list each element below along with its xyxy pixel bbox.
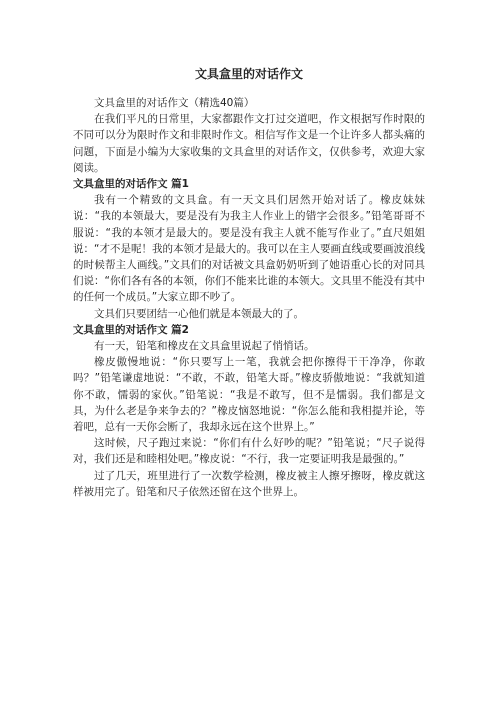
section-heading: 文具盒里的对话作文 篇1 <box>73 178 189 191</box>
body-paragraph: 这时候，尺子跑过来说：“你们有什么好吵的呢？”铅笔说；“尺子说得对，我们还是和睦相处吧。”橡皮说：“不行，我一定要证明我是最强的。” <box>73 437 425 466</box>
body-paragraph: 我有一个精致的文具盒。有一天文具们居然开始对话了。橡皮妹妹说：“我的本领最大，要是没有为我主人作业上的错字会很多。”铅笔哥哥不服说：“我的本领才是最大的。要是没有我主人就不能写作业了。”直尺姐姐说：“才不是呢！我的本领才是最大的。我可以在主人要画直线或要画波浪线的时候帮主人画线。”文具们的对话被文具盒奶奶听到了她语重心长的对同具们说：“你们各有各的本领，你们不能来比谁的本领大。文具里不能没有其中的任何一个成员。”大家立即不吵了。 <box>73 194 425 304</box>
body-paragraph: 文具们只要团结一心他们就是本领最大的了。 <box>94 307 304 320</box>
body-paragraph: 有一天，铅笔和橡皮在文具盒里说起了悄悄话。 <box>94 340 315 353</box>
section-heading: 文具盒里的对话作文 篇2 <box>73 323 189 336</box>
section-1 <box>73 176 425 322</box>
section-2 <box>73 322 425 500</box>
body-paragraph: 橡皮傲慢地说：“你只要写上一笔，我就会把你擦得干干净净，你敢吗？”铅笔谦虚地说：“不敢，不敢，铅笔大哥。”橡皮骄傲地说：“我就知道你不敢，懦弱的家伙。”铅笔说：“我是不敢写，但不是懦弱。我们都是文具，为什么老是争来争去的？”橡皮恼怒地说：“你怎么能和我相提并论，等着吧，总有一天你会断了，我却永远在这个世界上。” <box>73 356 425 434</box>
body-paragraph: 过了几天，班里进行了一次数学检测，橡皮被主人擦牙擦呀，橡皮就这样被用完了。铅笔和尺子依然还留在这个世界上。 <box>73 469 425 498</box>
document-page <box>73 66 425 500</box>
intro-paragraph: 在我们平凡的日常里，大家都跟作文打过交道吧，作文根据写作时限的不同可以分为限时作文和非限时作文。相信写作文是一个让许多人都头痛的问题，下面是小编为大家收集的文具盒里的对话作文，仅供参考，欢迎大家阅读。 <box>73 113 425 174</box>
intro-subtitle: 文具盒里的对话作文（精选40篇） <box>94 97 255 109</box>
document-title: 文具盒里的对话作文 <box>194 67 303 81</box>
